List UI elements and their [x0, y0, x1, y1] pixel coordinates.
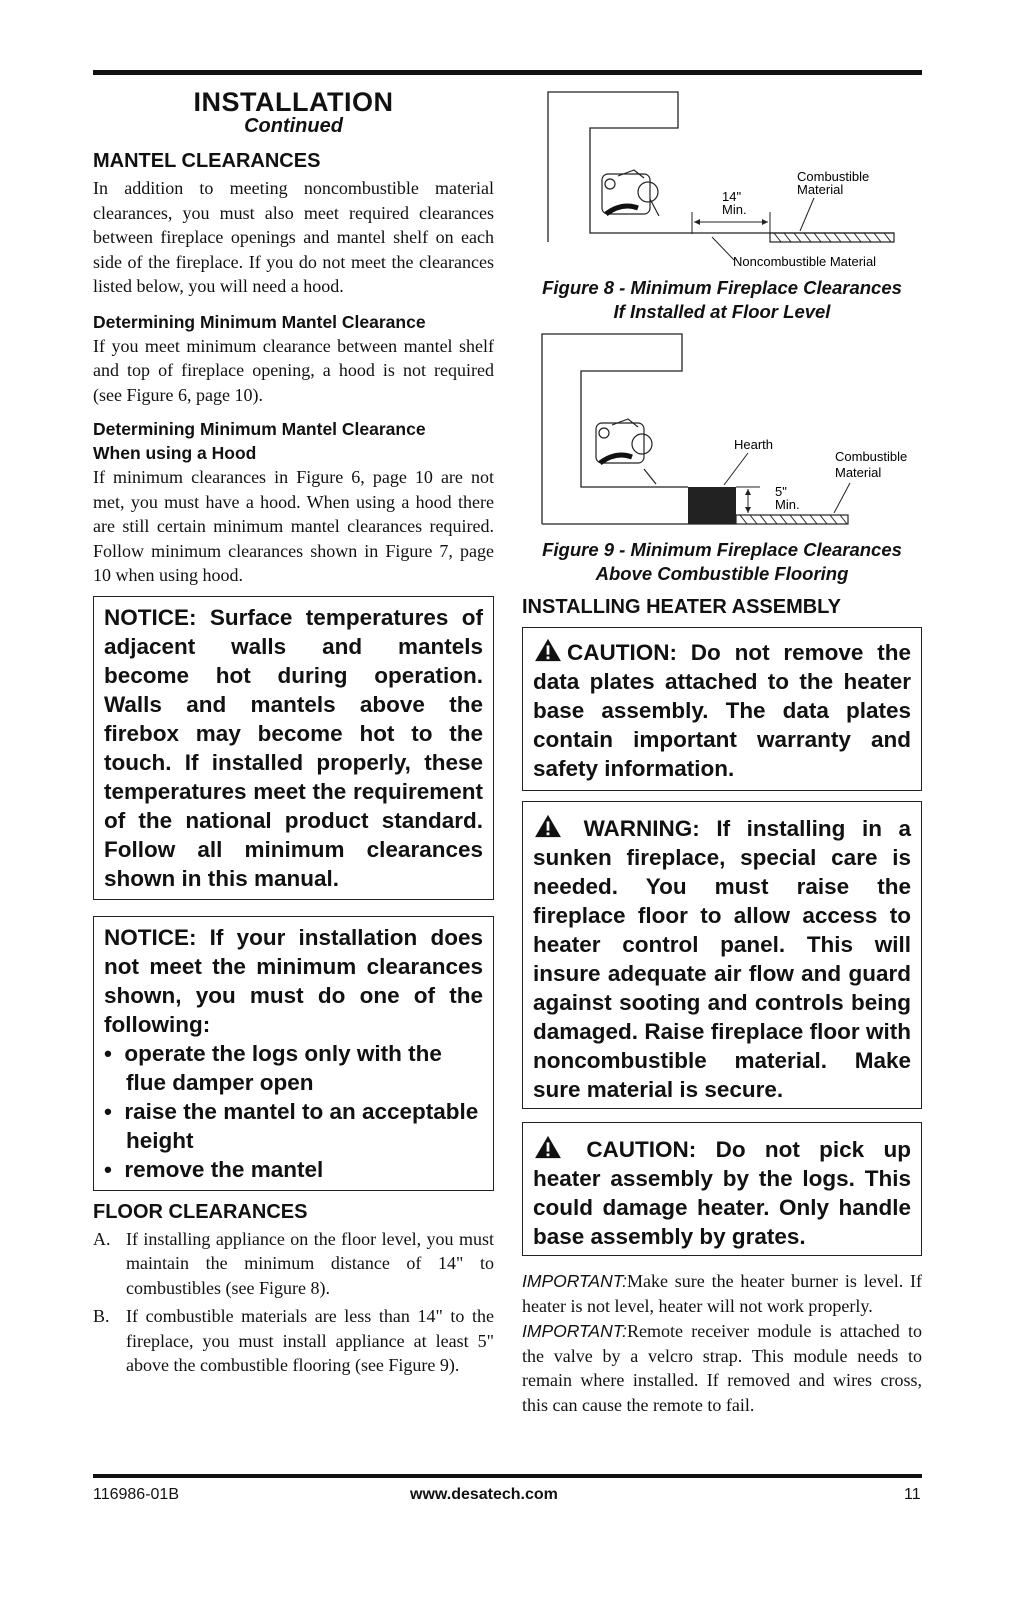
- fig9-dim-label-2: Min.: [775, 497, 800, 512]
- warning-triangle-icon: [533, 638, 563, 662]
- mantel-sub1-heading: Determining Minimum Mantel Clearance: [93, 311, 426, 332]
- important-text: Remote receiver module is attached to the valve by a velcro strap. This module needs to remain where installed. If removed and wires cross, this can cause the remote to fail.: [522, 1321, 922, 1415]
- fig8-dim-label-2: Min.: [722, 202, 747, 217]
- figure-9-caption: [522, 538, 922, 586]
- heater-illustration: [602, 170, 659, 216]
- warning-sunken-fireplace-text: WARNING: If installing in a sunken fireplace, special care is needed. You must raise the fireplace floor to allow access to heater control panel. This will insure adequate air flow and guard against sooting and controls being damaged. Raise fireplace floor with noncombustible material. Make sure material is secure.: [533, 816, 911, 1102]
- mantel-sub2-heading-line2: When using a Hood: [93, 443, 257, 463]
- fig8-comb-label-1: Combustible: [797, 169, 870, 184]
- list-item: [93, 1227, 494, 1301]
- warning-triangle-icon: [533, 1135, 563, 1159]
- fireplace-outline: [548, 92, 894, 242]
- list-item: • remove the mantel: [104, 1156, 324, 1182]
- top-rule: [93, 70, 922, 75]
- hearth-block: [688, 487, 736, 524]
- heater-illustration: [596, 419, 656, 484]
- warning-triangle-icon: [533, 814, 563, 838]
- mantel-sub2-heading-line1: Determining Minimum Mantel Clearance: [93, 419, 426, 439]
- page-subtitle: Continued: [244, 115, 343, 137]
- fig9-comb-label-1: Combustible: [835, 449, 908, 464]
- list-item-text: If combustible materials are less than 14" to the fireplace, you must install appliance at least 5" above the combustible flooring (see Figure 9).: [126, 1306, 494, 1375]
- important-text: Make sure the heater burner is level. If heater is not level, heater will not work properly.: [522, 1271, 922, 1316]
- notice-installation-list: [104, 1039, 483, 1184]
- page-title: INSTALLATION: [193, 87, 394, 117]
- important-note-level: [522, 1269, 922, 1318]
- notice-installation-intro: NOTICE: If your installation does not meet the minimum clearances shown, you must do one of the following:: [104, 924, 483, 1037]
- list-item-label: B.: [93, 1306, 110, 1326]
- list-item: • operate the logs only with the flue damper open: [104, 1040, 442, 1095]
- important-label: IMPORTANT:: [522, 1321, 627, 1341]
- notice-installation: [93, 916, 494, 1191]
- mantel-intro: In addition to meeting noncombustible material clearances, you must also meet required clearances between fireplace openings and mantel shelf on each side of the fireplace. If you do not meet the clearances listed below, you will need a hood.: [93, 178, 494, 296]
- left-column: [93, 84, 494, 1378]
- figure-9-diagram: [522, 330, 922, 530]
- figure-8-caption: [522, 276, 922, 324]
- mantel-sub1-text: If you meet minimum clearance between mantel shelf and top of fireplace opening, a hood is not required (see Figure 6, page 10).: [93, 335, 494, 405]
- footer-page-number: 11: [904, 1486, 921, 1503]
- notice-surface-text: NOTICE: Surface temperatures of adjacent walls and mantels become hot during operation. Walls and mantels above the firebox may become hot to the touch. If installed properly, these temperatures meet the requirement of the national product standard. Follow all minimum clearances shown in this manual.: [104, 604, 483, 891]
- fig9-dim-label-1: 5": [775, 484, 787, 499]
- figure-9-caption-line1: Figure 9 - Minimum Fireplace Clearances: [542, 539, 902, 560]
- warning-sunken-fireplace: [522, 801, 922, 1109]
- caution-pick-up: [522, 1122, 922, 1256]
- footer-part-number: 116986-01B: [93, 1486, 179, 1503]
- list-item: • raise the mantel to an acceptable height: [104, 1098, 479, 1153]
- fig8-noncomb-label: Noncombustible Material: [733, 254, 877, 269]
- list-item-text: If installing appliance on the floor level, you must maintain the minimum distance of 14" to combustibles (see Figure 8).: [126, 1228, 494, 1298]
- figure-9-caption-line2: Above Combustible Flooring: [595, 563, 849, 584]
- important-note-receiver: [522, 1319, 922, 1417]
- notice-surface-temperatures: [93, 596, 494, 900]
- figure-8-diagram: [522, 84, 922, 276]
- assembly-heading: INSTALLING HEATER ASSEMBLY: [522, 596, 841, 618]
- fireplace-outline: [542, 334, 688, 524]
- bottom-rule: [93, 1474, 922, 1478]
- caution-data-plates: [522, 627, 922, 791]
- mantel-sub2-heading: [93, 417, 494, 465]
- combustible-hatch: [774, 233, 891, 242]
- footer-website: www.desatech.com: [410, 1486, 558, 1503]
- floor-list: [93, 1227, 494, 1378]
- fig8-dim-label-1: 14": [722, 189, 742, 204]
- list-item: [93, 1304, 494, 1378]
- figure-8-caption-line1: Figure 8 - Minimum Fireplace Clearances: [542, 277, 902, 298]
- fig9-comb-label-2: Material: [835, 465, 882, 480]
- fig8-comb-label-2: Material: [797, 182, 844, 197]
- mantel-heading: MANTEL CLEARANCES: [93, 150, 321, 172]
- floor-heading: FLOOR CLEARANCES: [93, 1200, 308, 1223]
- important-label: IMPORTANT:: [522, 1271, 627, 1291]
- caution-data-plates-text: CAUTION: Do not remove the data plates attached to the heater base assembly. The data plates contain important warranty and safety information.: [533, 640, 911, 781]
- caution-pick-up-text: CAUTION: Do not pick up heater assembly by the logs. This could damage heater. Only handle base assembly by grates.: [533, 1137, 911, 1249]
- fig9-hearth-label: Hearth: [734, 437, 774, 452]
- combustible-hatch: [740, 515, 847, 524]
- list-item-label: A.: [93, 1228, 111, 1249]
- mantel-sub2-text: If minimum clearances in Figure 6, page 10 are not met, you must have a hood. When using a hood there are still certain minimum mantel clearances required. Follow minimum clearances shown in Figure 7, page 10 when using hood.: [93, 467, 494, 585]
- right-column: [522, 84, 922, 1417]
- figure-8-caption-line2: If Installed at Floor Level: [613, 301, 831, 322]
